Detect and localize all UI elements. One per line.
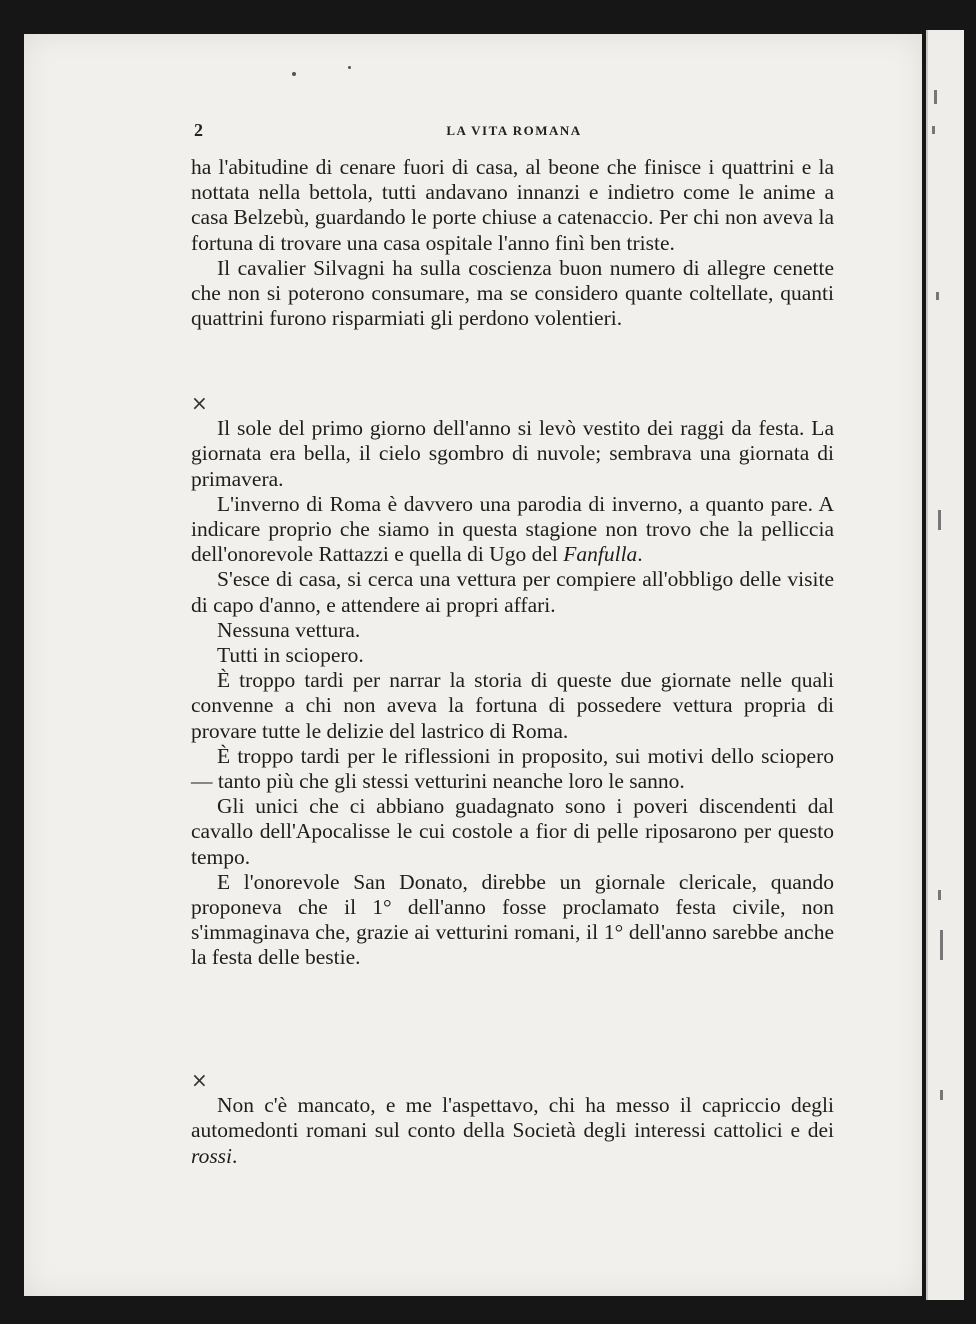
text-section-1 <box>191 155 834 331</box>
text-section-2 <box>191 391 834 971</box>
edge-mark <box>940 1090 943 1100</box>
paragraph: Gli unici che ci abbiano guadagnato sono i poveri discendenti dal cavallo dell'Apocalisse le cui costole a fior di pelle riposarono per questo tempo. <box>191 794 834 869</box>
paragraph: Il cavalier Silvagni ha sulla coscienza buon numero di allegre cenette che non si poterono consumare, ma se considero quante coltellate, quanti quattrini furono risparmiati gli perdono volentieri. <box>191 255 834 331</box>
paragraph: Nessuna vettura. <box>217 617 361 642</box>
paper-speck <box>348 66 351 69</box>
edge-mark <box>936 292 939 300</box>
text-section-3 <box>191 1068 834 1169</box>
paragraph: È troppo tardi per narrar la storia di queste due giornate nelle quali convenne a chi non aveva la fortuna di possedere vettura propria di provare tutte le delizie del lastrico di Roma. <box>191 668 834 743</box>
paragraph <box>191 492 834 568</box>
page-number: 2 <box>194 120 205 140</box>
running-title: LA VITA ROMANA <box>446 123 582 138</box>
edge-mark <box>938 890 941 900</box>
paragraph: Il sole del primo giorno dell'anno si levò vestito dei raggi da festa. La giornata era bella, il cielo sgombro di nuvole; sembrava una giornata di primavera. <box>191 416 834 491</box>
adjacent-page-edge <box>926 30 964 1300</box>
edge-mark <box>940 930 943 960</box>
section-separator: × <box>191 391 208 415</box>
paragraph-text: . <box>232 1143 238 1168</box>
edge-mark <box>934 90 937 104</box>
paragraph-text: Non c'è mancato, e me l'aspettavo, chi ha messo il capriccio degli automedonti romani sul conto della Società degli interessi cattolici e dei <box>191 1093 834 1143</box>
edge-mark <box>938 510 941 530</box>
paper-speck <box>292 72 296 76</box>
edge-mark <box>932 126 935 134</box>
paragraph: ha l'abitudine di cenare fuori di casa, al beone che finisce i quattrini e la nottata nella bettola, tutti andavano innanzi e indietro come le anime a casa Belzebù, guardando le porte chiuse a catenaccio. Per chi non aveva la fortuna di trovare una casa ospitale l'anno finì ben triste. <box>191 155 834 255</box>
paragraph: Tutti in sciopero. <box>217 643 364 668</box>
paragraph: È troppo tardi per le riflessioni in proposito, sui motivi dello sciopero — tanto più che gli stessi vetturini neanche loro le sanno. <box>191 743 834 794</box>
paragraph-text: L'inverno di Roma è davvero una parodia di inverno, a quanto pare. A indicare proprio che siamo in questa stagione non trovo che la pelliccia dell'onorevole Rattazzi e quella di Ugo del <box>191 491 834 567</box>
paragraph: E l'onorevole San Donato, direbbe un giornale clericale, quando proponeva che il 1° dell'anno fosse proclamato festa civile, non s'immaginava che, grazie ai vetturini romani, il 1° dell'anno sarebbe anche la festa delle bestie. <box>191 869 834 970</box>
section-separator: × <box>191 1068 208 1092</box>
paragraph-text: . <box>637 542 643 567</box>
italic-title: Fanfulla <box>563 542 638 567</box>
italic-word: rossi <box>191 1143 233 1168</box>
running-head <box>194 120 834 142</box>
paragraph: S'esce di casa, si cerca una vettura per compiere all'obbligo delle visite di capo d'anno, e attendere ai propri affari. <box>191 567 834 617</box>
paragraph <box>191 1093 834 1169</box>
